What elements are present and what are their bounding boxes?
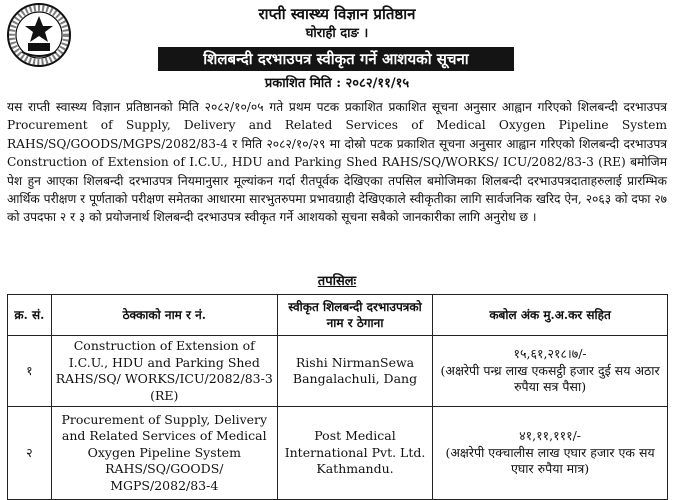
row-amount: १५,६१,२१८।७/- — [513, 346, 587, 362]
schedule-title: तपसिलः — [317, 274, 357, 289]
row-contract: Procurement of Supply, Delivery and Related Services of Medical Oxygen Pipeline System RAHS/SQ/GOODS/ MGPS/2082/83-4 — [51, 407, 277, 500]
header-bidder: स्वीकृत शिलबन्दी दरभाउपत्रको नाम र ठेगाना — [277, 295, 432, 336]
row-sn: १ — [8, 336, 52, 407]
row-amount-words: (अक्षरेपी पन्ध्र लाख एकसट्ठी हजार दुई सय अठार रुपैया सत्र पैसा) — [440, 362, 660, 395]
schedule-table — [7, 294, 668, 500]
organization-address: घोराही दाङ । — [305, 26, 369, 41]
header-contract: ठेक्काको नाम र नं. — [51, 295, 277, 336]
header-amount: कबोल अंक मु.अ.कर सहित — [433, 295, 668, 336]
row-bidder: Post Medical International Pvt. Ltd. Kathmandu. — [277, 407, 432, 500]
row-sn: २ — [8, 407, 52, 500]
organization-name: राप्ती स्वास्थ्य विज्ञान प्रतिष्ठान — [258, 5, 416, 23]
notice-paragraph: यस राप्ती स्वास्थ्य विज्ञान प्रतिष्ठानको मिति २०८२/१०/०५ गते प्रथम पटक प्रकाशित प्रकाशित सूचना अनुसार आह्वान गरिएको शिलबन्दी दरभाउपत्र Procurement of Supply, Delivery and Related Services of Medical Oxygen Pipeline System RAHS/SQ/GOODS/MGPS/2082/83-4 र मिति २०८२/१०/२९ मा दोस्रो पटक प्रकाशित सूचना अनुसार आह्वान गरिएको शिलबन्दी दरभाउपत्र Construction of Extension of I.C.U., HDU and Parking Shed RAHS/SQ/WORKS/ ICU/2082/83-3 (RE) बमोजिम पेश हुन आएका शिलबन्दी दरभाउपत्र नियमानुसार मूल्यांकन गर्दा रीतपूर्वक देखिएका तपसिल बमोजिमका शिलबन्दी दरभाउपत्रदाताहरुलाई प्रारम्भिक आर्थिक परीक्षण र पूर्णताको परीक्षण समेतका आधारमा सारभुतरुपमा प्रभावग्राही देखिएकाले स्वीकृतीका लागि सार्वजनिक खरिद ऐन, २०६३ को दफा २७ को उपदफा २ र ३ को प्रयोजनार्थ शिलबन्दी दरभाउपत्र स्वीकृत गर्ने आशयको सूचना सबैको जानकारीका लागि अनुरोध छ । — [7, 100, 667, 225]
table-row — [8, 336, 668, 407]
row-amount: ४१,११,१११/- — [519, 428, 582, 444]
header-sn: क्र. सं. — [8, 295, 52, 336]
table-header-row — [8, 295, 668, 336]
published-date: प्रकाशित मिति : २०८२/११/१५ — [264, 76, 410, 91]
row-bidder: Rishi NirmanSewa Bangalachuli, Dang — [277, 336, 432, 407]
row-amount-cell — [433, 407, 668, 500]
row-contract: Construction of Extension of I.C.U., HDU and Parking Shed RAHS/SQ/ WORKS/ICU/2082/83-3 (RE) — [51, 336, 277, 407]
row-amount-words: (अक्षरेपी एक्चालीस लाख एघार हजार एक सय एघार रुपैया मात्र) — [445, 444, 655, 477]
row-amount-cell — [433, 336, 668, 407]
notice-title-banner: शिलबन्दी दरभाउपत्र स्वीकृत गर्ने आशयको सूचना — [158, 47, 514, 71]
table-row — [8, 407, 668, 500]
